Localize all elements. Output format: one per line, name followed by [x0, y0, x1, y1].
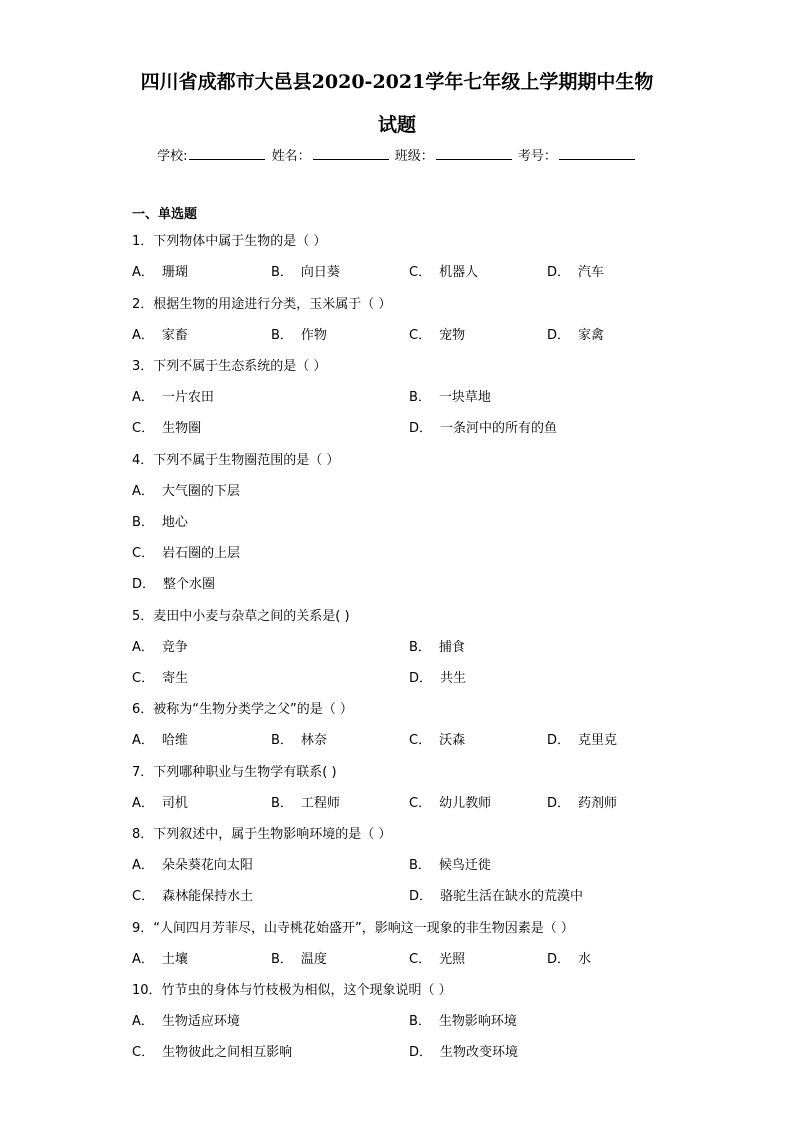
- option: D． 骆驼生活在缺水的荒漠中: [409, 889, 584, 904]
- option: A． 土壤: [132, 952, 188, 967]
- question-stem: 3．下列不属于生态系统的是（ ）: [132, 359, 327, 374]
- question-stem: 9．“人间四月芳菲尽，山寺桃花始盛开”，影响这一现象的非生物因素是（ ）: [132, 921, 574, 936]
- option: D． 药剂师: [547, 796, 618, 811]
- question-stem: 4．下列不属于生物圈范围的是（ ）: [132, 453, 340, 468]
- option: D． 家禽: [547, 328, 605, 343]
- option: B． 地心: [132, 515, 188, 530]
- option: A． 大气圈的下层: [132, 484, 240, 499]
- option: D． 共生: [409, 671, 467, 686]
- question-stem: 1．下列物体中属于生物的是（ ）: [132, 234, 327, 249]
- option: D． 水: [547, 952, 592, 967]
- option: B． 向日葵: [271, 265, 340, 280]
- document-title-line2: 试题: [377, 114, 416, 136]
- question-stem: 5．麦田中小麦与杂草之间的关系是( ): [132, 609, 350, 624]
- name-label: 姓名：: [271, 149, 311, 164]
- option: B． 工程师: [271, 796, 340, 811]
- option: A． 哈维: [132, 733, 188, 748]
- student-info-row: [0, 145, 794, 166]
- class-blank: [436, 145, 512, 160]
- option: C． 生物彼此之间相互影响: [132, 1045, 293, 1060]
- option: C． 生物圈: [132, 421, 202, 436]
- section-title: 一、单选题: [132, 207, 198, 222]
- class-label: 班级：: [394, 149, 434, 164]
- option: C． 森林能保持水土: [132, 889, 254, 904]
- option: A． 竞争: [132, 640, 188, 655]
- option: C． 岩石圈的上层: [132, 546, 241, 561]
- option: C． 光照: [409, 952, 466, 967]
- option: B． 温度: [271, 952, 327, 967]
- option: C． 寄生: [132, 671, 189, 686]
- option: C． 宠物: [409, 328, 466, 343]
- option: A． 生物适应环境: [132, 1014, 240, 1029]
- exam-number-blank: [559, 145, 635, 160]
- school-label: 学校:: [157, 149, 188, 164]
- option: A． 司机: [132, 796, 188, 811]
- name-blank: [313, 145, 389, 160]
- option: C． 幼儿教师: [409, 796, 492, 811]
- option: B． 生物影响环境: [409, 1014, 517, 1029]
- option: A． 珊瑚: [132, 265, 188, 280]
- option: D． 整个水圈: [132, 577, 216, 592]
- option: B． 林奈: [271, 733, 327, 748]
- option: B． 捕食: [409, 640, 465, 655]
- option: D． 克里克: [547, 733, 618, 748]
- option: C． 沃森: [409, 733, 466, 748]
- option: A． 朵朵葵花向太阳: [132, 858, 253, 873]
- option: A． 一片农田: [132, 390, 214, 405]
- question-stem: 7．下列哪种职业与生物学有联系( ): [132, 765, 337, 780]
- exam-number-label: 考号：: [517, 149, 557, 164]
- option: D． 汽车: [547, 265, 605, 280]
- option: C． 机器人: [409, 265, 479, 280]
- option: B． 候鸟迁徙: [409, 858, 491, 873]
- option: D． 一条河中的所有的鱼: [409, 421, 558, 436]
- option: D． 生物改变环境: [409, 1045, 519, 1060]
- question-stem: 10．竹节虫的身体与竹枝极为相似，这个现象说明（ ）: [132, 983, 452, 998]
- option: B． 一块草地: [409, 390, 491, 405]
- question-stem: 8．下列叙述中，属于生物影响环境的是（ ）: [132, 827, 392, 842]
- option: A． 家畜: [132, 328, 188, 343]
- document-title: 四川省成都市大邑县2020-2021学年七年级上学期期中生物: [140, 71, 654, 93]
- option: B． 作物: [271, 328, 327, 343]
- question-stem: 6．被称为“生物分类学之父”的是（ ）: [132, 702, 353, 717]
- question-stem: 2．根据生物的用途进行分类，玉米属于（ ）: [132, 297, 392, 312]
- school-blank: [189, 145, 265, 160]
